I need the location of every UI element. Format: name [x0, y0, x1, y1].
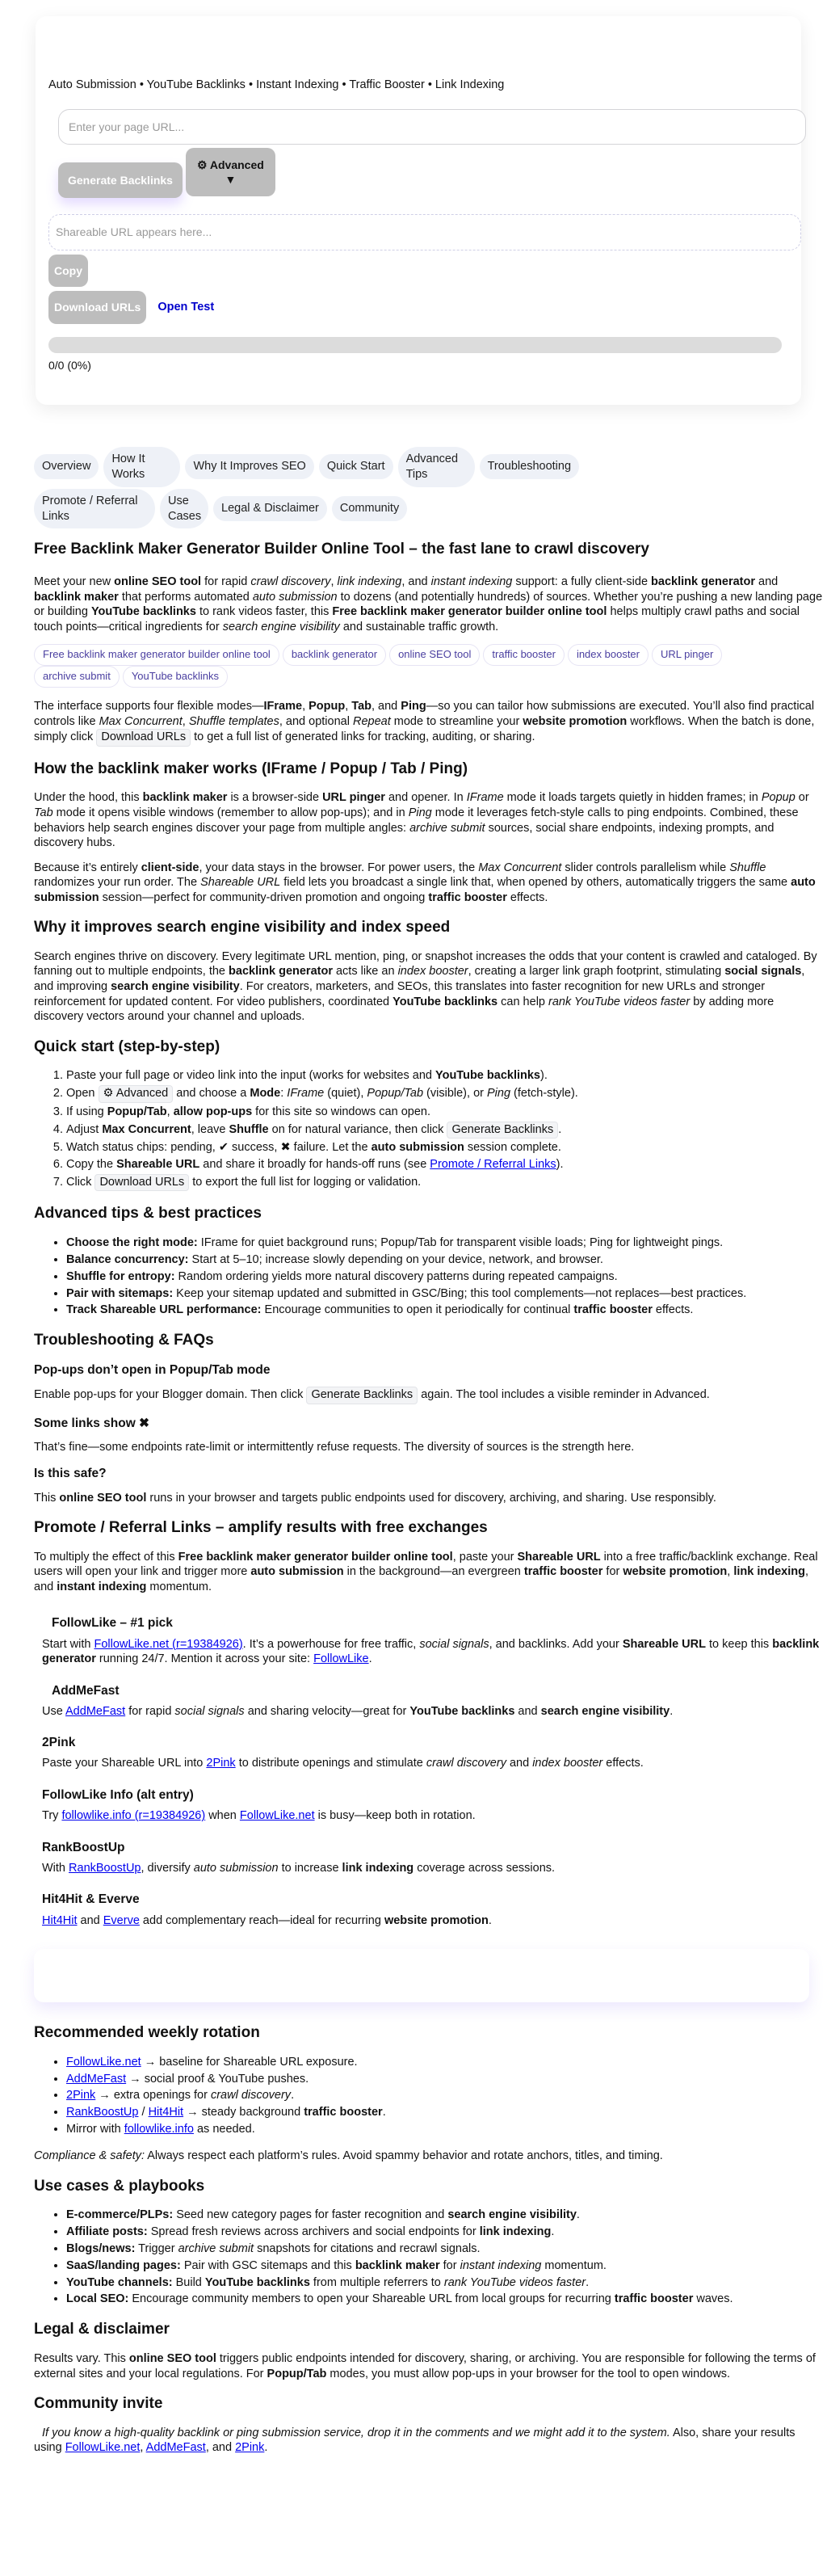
- ui-keycap: Generate Backlinks: [447, 1122, 558, 1139]
- italic-text: archive submit: [409, 821, 485, 835]
- bold-text: Shareable URL: [517, 1550, 601, 1564]
- inline-link[interactable]: Everve: [103, 1913, 140, 1927]
- bold-text: Choose the right mode:: [66, 1236, 198, 1250]
- bold-text: Popup/Tab: [107, 1105, 167, 1118]
- referral-title: RankBoostUp: [42, 1840, 125, 1854]
- list-item: • Choose the right mode: IFrame for quiet background runs; Popup/Tab for transparent visible loads; Ping for lightweight pings.: [66, 1235, 825, 1251]
- inline-link[interactable]: FollowLike: [313, 1652, 369, 1666]
- nav-use-cases[interactable]: Use Cases: [160, 489, 208, 529]
- progress-bar: [48, 337, 782, 353]
- bold-text: Popup: [309, 700, 346, 713]
- nav-promote-referral-links[interactable]: Promote / Referral Links: [34, 489, 155, 529]
- bold-text: website promotion: [523, 714, 628, 728]
- community-heading: Community invite: [34, 2395, 163, 2413]
- bold-text: link indexing: [342, 1861, 414, 1875]
- why-heading: Why it improves search engine visibility and index speed: [34, 919, 451, 937]
- bold-text: search engine visibility: [447, 2208, 577, 2222]
- italic-text: social signals: [174, 1704, 245, 1718]
- italic-text: Max Concurrent: [478, 861, 562, 874]
- tool-tagline: Auto Submission • YouTube Backlinks • Instant Indexing • Traffic Booster • Link Indexing: [48, 78, 505, 91]
- inline-link[interactable]: FollowLike.net: [65, 2441, 141, 2455]
- inline-link[interactable]: Promote / Referral Links: [430, 1158, 556, 1171]
- bold-text: Local SEO:: [66, 2292, 129, 2306]
- bold-text: instant indexing: [57, 1580, 147, 1593]
- article: [34, 540, 825, 2455]
- italic-text: Shuffle: [729, 861, 766, 874]
- italic-text: auto submission: [252, 590, 338, 604]
- italic-text: auto submission: [193, 1861, 279, 1875]
- shareable-url-field[interactable]: [48, 214, 801, 250]
- list-item: 3. If using Popup/Tab, allow pop-ups for this site so windows can open.: [66, 1105, 825, 1120]
- nav-how-it-works[interactable]: How It Works: [103, 447, 180, 487]
- list-item: • Mirror with followlike.info as needed.: [66, 2122, 825, 2137]
- advanced-label: ⚙ Advanced: [196, 158, 264, 171]
- inline-link[interactable]: AddMeFast: [65, 1704, 126, 1718]
- advanced-tips-list: [34, 1235, 825, 1318]
- italic-text: Ping: [487, 1087, 511, 1101]
- italic-text: If you know a high-quality backlink or ping submission service, drop it in the comments and we might add it to the system.: [42, 2426, 670, 2439]
- list-item: • RankBoostUp / Hit4Hit → steady background traffic booster.: [66, 2105, 825, 2120]
- referral-title: Hit4Hit & Everve: [42, 1892, 140, 1907]
- bold-text: Track Shareable URL performance:: [66, 1303, 262, 1317]
- modes-paragraph: The interface supports four flexible modes—IFrame, Popup, Tab, and Ping—so you can tailor how submissions are executed. You’ll also find practical controls like Max Concurrent, Shuffle templates, and optional Repeat mode to streamline your website promotion workflows. When the batch is done, simply click Download URLs to get a full list of generated links for tracking, auditing, or sharing.: [34, 699, 825, 747]
- secondary-actions: [48, 291, 788, 324]
- bold-text: backlink maker: [142, 791, 228, 805]
- tag-chip[interactable]: Free backlink maker generator builder online tool: [34, 644, 279, 666]
- italic-text: Ping: [408, 806, 432, 819]
- bold-text: traffic booster: [523, 1565, 603, 1579]
- bold-text: IFrame: [263, 700, 303, 713]
- italic-text: social signals: [419, 1637, 489, 1651]
- list-item: 1. Paste your full page or video link into the input (works for websites and YouTube backlinks).: [66, 1068, 825, 1084]
- bold-text: YouTube backlinks: [90, 605, 196, 619]
- bold-text: E-commerce/PLPs:: [66, 2208, 174, 2222]
- compliance-note: Compliance & safety: Always respect each platform’s rules. Avoid spammy behavior and rotate anchors, titles, and timing.: [34, 2149, 663, 2162]
- bold-text: backlink maker: [34, 590, 119, 604]
- referral-title: 2Pink: [42, 1736, 76, 1750]
- advanced-tips-heading: Advanced tips & best practices: [34, 1205, 262, 1223]
- use-cases-list: [34, 2208, 825, 2307]
- legal-paragraph: Results vary. This online SEO tool triggers public endpoints intended for discovery, sharing, or archiving. You are responsible for following the terms of external sites and your local regulations. For Popup/Tab modes, you must allow pop-ups in your browser for the tool to open windows.: [34, 2351, 816, 2380]
- italic-text: crawl discovery: [426, 1757, 506, 1770]
- promote-intro: To multiply the effect of this Free backlink maker generator builder online tool, paste your Shareable URL into a free traffic/backlink exchange. Real users will open your link and trigger more auto submission in the background—an evergreen traffic booster for website promotion, link indexing, and instant indexing momentum.: [34, 1550, 818, 1593]
- bold-text: search engine visibility: [540, 1704, 670, 1718]
- bold-text: YouTube backlinks: [204, 2275, 310, 2289]
- advanced-toggle-button[interactable]: [186, 148, 275, 196]
- tag-chip[interactable]: archive submit: [34, 666, 120, 688]
- faq-answer: This online SEO tool runs in your browser and targets public endpoints used for discovery, archiving, and sharing. Use responsibly.: [34, 1491, 716, 1505]
- quick-start-heading: Quick start (step-by-step): [34, 1038, 220, 1055]
- bold-text: Pair with sitemaps:: [66, 1286, 174, 1300]
- tag-chip[interactable]: URL pinger: [652, 644, 722, 666]
- nav-overview[interactable]: Overview: [34, 454, 99, 479]
- chevron-down-icon: ▼: [225, 172, 237, 186]
- bold-text: backlink generator: [229, 965, 333, 979]
- bold-text: Popup/Tab: [267, 2367, 327, 2380]
- bold-text: Free backlink maker generator builder online tool: [178, 1550, 453, 1564]
- italic-text: rank YouTube videos faster: [443, 2275, 586, 2289]
- quick-start-steps: [34, 1068, 825, 1191]
- inline-link[interactable]: followlike.info: [124, 2123, 194, 2136]
- italic-text: link indexing: [337, 575, 402, 589]
- page: [0, 16, 827, 2498]
- how-paragraph-2: Because it’s entirely client-side, your data stays in the browser. For power users, the Max Concurrent slider controls parallelism while Shuffle randomizes your run order. The Shareable URL field lets you broadcast a single link that, when opened by others, automatically triggers the same auto submission session—perfect for community-driven promotion and ongoing traffic booster effects.: [34, 861, 816, 904]
- italic-text: instant indexing: [460, 2258, 542, 2272]
- inline-link[interactable]: FollowLike.net (r=19384926): [94, 1637, 243, 1651]
- bold-text: Shuffle: [229, 1122, 269, 1136]
- italic-text: index booster: [532, 1757, 603, 1770]
- referral-card: [42, 1787, 825, 1824]
- referral-body: With RankBoostUp, diversify auto submission to increase link indexing coverage across sessions.: [42, 1861, 556, 1875]
- referral-list: [42, 1615, 825, 1928]
- italic-text: Popup: [761, 791, 796, 805]
- tag-chip[interactable]: traffic booster: [483, 644, 565, 666]
- bold-text: website promotion: [384, 1913, 489, 1927]
- faq-question: Pop-ups don’t open in Popup/Tab mode: [34, 1363, 271, 1377]
- italic-text: IFrame: [287, 1087, 325, 1101]
- referral-card: [42, 1840, 825, 1876]
- legal-heading: Legal & disclaimer: [34, 2321, 170, 2338]
- inline-link[interactable]: FollowLike.net: [66, 2055, 141, 2069]
- list-item: • Blogs/news: Trigger archive submit snapshots for citations and recrawl signals.: [66, 2241, 825, 2257]
- keyword-tags: [34, 644, 809, 688]
- bold-text: traffic booster: [614, 2292, 694, 2306]
- bold-text: auto submission: [34, 876, 816, 904]
- ui-keycap: Generate Backlinks: [306, 1387, 418, 1404]
- open-test-link[interactable]: Open Test: [157, 300, 215, 314]
- bold-text: Blogs/news:: [66, 2241, 136, 2255]
- inline-link[interactable]: 2Pink: [206, 1757, 236, 1770]
- generate-backlinks-button[interactable]: Generate Backlinks: [58, 162, 183, 198]
- tag-chip[interactable]: online SEO tool: [389, 644, 480, 666]
- page-title: Free Backlink Maker Generator Builder Online Tool – the fast lane to crawl discovery: [34, 541, 650, 558]
- tag-chip[interactable]: index booster: [568, 644, 649, 666]
- bold-text: URL pinger: [322, 791, 385, 805]
- inline-link[interactable]: 2Pink: [66, 2089, 96, 2102]
- italic-text: Popup/Tab: [367, 1087, 424, 1101]
- inline-link[interactable]: AddMeFast: [66, 2072, 127, 2086]
- faq-question: Some links show ✖: [34, 1416, 150, 1430]
- list-item: • AddMeFast → social proof & YouTube pushes.: [66, 2072, 825, 2087]
- inline-link[interactable]: Hit4Hit: [42, 1913, 78, 1927]
- referral-title: FollowLike – #1 pick: [52, 1616, 173, 1631]
- referral-card: [42, 1615, 825, 1666]
- referral-body: Paste your Shareable URL into 2Pink to distribute openings and stimulate crawl discovery and index booster effects.: [42, 1757, 644, 1770]
- ui-keycap: Download URLs: [94, 1174, 189, 1192]
- list-item: • FollowLike.net → baseline for Shareable URL exposure.: [66, 2055, 825, 2070]
- bold-text: client-side: [141, 861, 199, 874]
- referral-card: [42, 1683, 825, 1719]
- italic-text: Compliance & safety:: [34, 2149, 145, 2162]
- inline-link[interactable]: 2Pink: [235, 2441, 265, 2455]
- nav-community[interactable]: Community: [332, 496, 407, 521]
- page-url-input[interactable]: [58, 109, 806, 145]
- bold-text: backlink generator: [42, 1637, 820, 1666]
- primary-actions: [58, 148, 788, 198]
- list-item: 6. Copy the Shareable URL and share it broadly for hands-off runs (see Promote / Referral Links).: [66, 1157, 825, 1172]
- bold-text: backlink generator: [651, 575, 755, 589]
- referral-body: Use AddMeFast for rapid social signals and sharing velocity—great for YouTube backlinks and search engine visibility.: [42, 1704, 674, 1718]
- faq-answer: Enable pop-ups for your Blogger domain. Then click Generate Backlinks again. The tool includes a visible reminder in Advanced.: [34, 1387, 825, 1404]
- bold-text: YouTube backlinks: [435, 1069, 540, 1083]
- rotation-heading: Recommended weekly rotation: [34, 2024, 260, 2042]
- italic-text: index booster: [397, 965, 468, 979]
- section-nav: [34, 447, 615, 528]
- nav-legal-disclaimer[interactable]: Legal & Disclaimer: [213, 496, 327, 521]
- bold-text: backlink maker: [355, 2258, 440, 2272]
- italic-text: Shuffle templates: [188, 714, 279, 728]
- bold-text: link indexing: [733, 1565, 805, 1579]
- italic-text: Repeat: [352, 714, 391, 728]
- bold-text: Affiliate posts:: [66, 2225, 148, 2239]
- bold-text: website promotion: [623, 1565, 728, 1579]
- troubleshooting-heading: Troubleshooting & FAQs: [34, 1332, 214, 1349]
- bold-text: auto submission: [250, 1565, 344, 1579]
- bold-text: Shareable URL: [622, 1637, 706, 1651]
- empty-ad-slot: [34, 1949, 809, 2002]
- use-cases-heading: Use cases & playbooks: [34, 2177, 205, 2195]
- bold-text: Balance concurrency:: [66, 1252, 189, 1266]
- list-item: • Track Shareable URL performance: Encourage communities to open it periodically for continual traffic booster effects.: [66, 1303, 825, 1318]
- ui-keycap: Download URLs: [96, 729, 191, 747]
- list-item: • Shuffle for entropy: Random ordering yields more natural discovery patterns during repeated campaigns.: [66, 1269, 825, 1285]
- bold-text: Free backlink maker generator builder online tool: [332, 605, 607, 619]
- italic-text: Shareable URL: [200, 876, 281, 890]
- list-item: • Pair with sitemaps: Keep your sitemap updated and submitted in GSC/Bing; this tool complements—not replaces—best practices.: [66, 1286, 825, 1302]
- referral-card: [42, 1735, 825, 1771]
- tag-chip[interactable]: backlink generator: [283, 644, 386, 666]
- list-item: • YouTube channels: Build YouTube backlinks from multiple referrers to rank YouTube videos faster.: [66, 2275, 825, 2291]
- referral-title: FollowLike Info (alt entry): [42, 1788, 194, 1803]
- italic-text: IFrame: [466, 791, 504, 805]
- referral-body: Hit4Hit and Everve add complementary reach—ideal for recurring website promotion.: [42, 1913, 492, 1927]
- bold-text: Shuffle for entropy:: [66, 1269, 175, 1283]
- list-item: 2. Open ⚙ Advanced and choose a Mode: IFrame (quiet), Popup/Tab (visible), or Ping (fetch-style).: [66, 1085, 825, 1103]
- nav-quick-start[interactable]: Quick Start: [319, 454, 393, 479]
- how-it-works-heading: How the backlink maker works (IFrame / Popup / Tab / Ping): [34, 760, 468, 777]
- list-item: • E-commerce/PLPs: Seed new category pages for faster recognition and search engine visibility.: [66, 2208, 825, 2223]
- nav-advanced-tips[interactable]: Advanced Tips: [398, 447, 475, 487]
- promote-heading: Promote / Referral Links – amplify results with free exchanges: [34, 1519, 488, 1537]
- inline-link[interactable]: FollowLike.net: [239, 1809, 315, 1823]
- referral-title: AddMeFast: [52, 1683, 120, 1698]
- bold-text: YouTube backlinks: [393, 995, 498, 1008]
- faq-answer: That’s fine—some endpoints rate-limit or intermittently refuse requests. The diversity of sources is the strength here.: [34, 1440, 635, 1454]
- bold-text: traffic booster: [428, 890, 507, 904]
- bold-text: Tab: [351, 700, 372, 713]
- nav-troubleshooting[interactable]: Troubleshooting: [480, 454, 579, 479]
- italic-text: instant indexing: [430, 575, 513, 589]
- bold-text: YouTube backlinks: [409, 1704, 515, 1718]
- inline-link[interactable]: AddMeFast: [145, 2441, 206, 2455]
- italic-text: search engine visibility: [222, 620, 340, 633]
- italic-text: Tab: [34, 806, 53, 819]
- list-item: • Affiliate posts: Spread fresh reviews across archivers and social endpoints for link indexing.: [66, 2225, 825, 2240]
- list-item: 5. Watch status chips: pending, ✔ success, ✖ failure. Let the auto submission session complete.: [66, 1140, 825, 1155]
- copy-button[interactable]: Copy: [48, 255, 88, 287]
- italic-text: crawl discovery: [250, 575, 331, 589]
- italic-text: rank YouTube videos faster: [548, 995, 691, 1008]
- list-item: • Local SEO: Encourage community members to open your Shareable URL from local groups for recurring traffic booster waves.: [66, 2292, 825, 2307]
- italic-text: archive submit: [178, 2241, 254, 2255]
- why-paragraph: Search engines thrive on discovery. Every legitimate URL mention, ping, or snapshot increases the odds that your content is crawled and cataloged. By fanning out to multiple endpoints, the backlink generator acts like an index booster, creating a larger link graph footprint, stimulating social signals, and improving search engine visibility. For creators, marketers, and SEOs, this translates into faster recognition for new URLs and stronger reinforcement for updated content. For video publishers, coordinated YouTube backlinks can help rank YouTube videos faster by adding more discovery vectors around your channel and uploads.: [34, 949, 817, 1024]
- bold-text: Max Concurrent: [102, 1122, 191, 1136]
- inline-link[interactable]: followlike.info (r=19384926): [61, 1809, 206, 1823]
- backlink-tool-card: [36, 16, 801, 405]
- community-paragraph: If you know a high-quality backlink or ping submission service, drop it in the comments and we might add it to the system. Also, share your results using FollowLike.net, AddMeFast, and 2Pink.: [34, 2426, 796, 2455]
- inline-link[interactable]: Hit4Hit: [148, 2106, 184, 2119]
- referral-body: Try followlike.info (r=19384926) when FollowLike.net is busy—keep both in rotation.: [42, 1809, 476, 1823]
- bold-text: online SEO tool: [128, 2351, 216, 2365]
- bold-text: SaaS/landing pages:: [66, 2258, 181, 2272]
- rotation-list: [34, 2055, 825, 2137]
- intro-paragraph: Meet your new online SEO tool for rapid crawl discovery, link indexing, and instant indexing support: a fully client-side backlink generator and backlink maker that performs automated auto submission to dozens (and potentially hundreds) of sources. Whether you’re pushing a new landing page or building YouTube backlinks to rank videos faster, this Free backlink maker generator builder online tool helps multiply crawl paths and social touch points—critical ingredients for search engine visibility and sustainable traffic growth.: [34, 575, 823, 633]
- faq-question: Is this safe?: [34, 1467, 107, 1481]
- bold-text: traffic booster: [304, 2106, 383, 2119]
- inline-link[interactable]: RankBoostUp: [69, 1861, 141, 1875]
- bold-text: online SEO tool: [59, 1491, 147, 1505]
- download-urls-button[interactable]: Download URLs: [48, 291, 146, 324]
- bold-text: auto submission: [371, 1141, 464, 1155]
- how-paragraph-1: Under the hood, this backlink maker is a browser-side URL pinger and opener. In IFrame mode it loads targets quietly in hidden frames; in Popup or Tab mode it opens visible windows (remember to allow pop-ups); and in Ping mode it leverages fetch-style calls to ping endpoints. Combined, these behaviors help search engines discover your page from multiple angles: archive submit sources, social share endpoints, indexing prompts, and discovery hubs.: [34, 791, 809, 850]
- italic-text: Max Concurrent: [99, 714, 183, 728]
- referral-card: [42, 1892, 825, 1928]
- referral-body: Start with FollowLike.net (r=19384926). It’s a powerhouse for free traffic, social signals, and backlinks. Add your Shareable URL to keep this backlink generator running 24/7. Mention it across your site: FollowLike.: [42, 1637, 820, 1666]
- inline-link[interactable]: RankBoostUp: [66, 2106, 139, 2119]
- bold-text: YouTube channels:: [66, 2275, 173, 2289]
- ui-keycap: ⚙ Advanced: [99, 1085, 174, 1103]
- bold-text: Mode: [250, 1087, 281, 1101]
- bold-text: link indexing: [479, 2225, 552, 2239]
- progress-text: 0/0 (0%): [48, 358, 91, 372]
- italic-text: crawl discovery: [210, 2089, 292, 2102]
- tag-chip[interactable]: YouTube backlinks: [123, 666, 228, 688]
- bold-text: social signals: [724, 965, 802, 979]
- list-item: • 2Pink → extra openings for crawl discovery.: [66, 2088, 825, 2103]
- bold-text: search engine visibility: [111, 980, 240, 994]
- nav-why-it-improves-seo[interactable]: Why It Improves SEO: [185, 454, 313, 479]
- bold-text: Shareable URL: [116, 1158, 200, 1171]
- list-item: 7. Click Download URLs to export the full list for logging or validation.: [66, 1174, 825, 1192]
- list-item: • SaaS/landing pages: Pair with GSC sitemaps and this backlink maker for instant indexing momentum.: [66, 2258, 825, 2274]
- bold-text: traffic booster: [573, 1303, 653, 1317]
- bold-text: allow pop-ups: [173, 1105, 253, 1118]
- list-item: 4. Adjust Max Concurrent, leave Shuffle on for natural variance, then click Generate Backlinks .: [66, 1122, 825, 1139]
- bold-text: Ping: [401, 700, 426, 713]
- list-item: • Balance concurrency: Start at 5–10; increase slowly depending on your device, network, and browser.: [66, 1252, 825, 1268]
- bold-text: online SEO tool: [114, 575, 202, 589]
